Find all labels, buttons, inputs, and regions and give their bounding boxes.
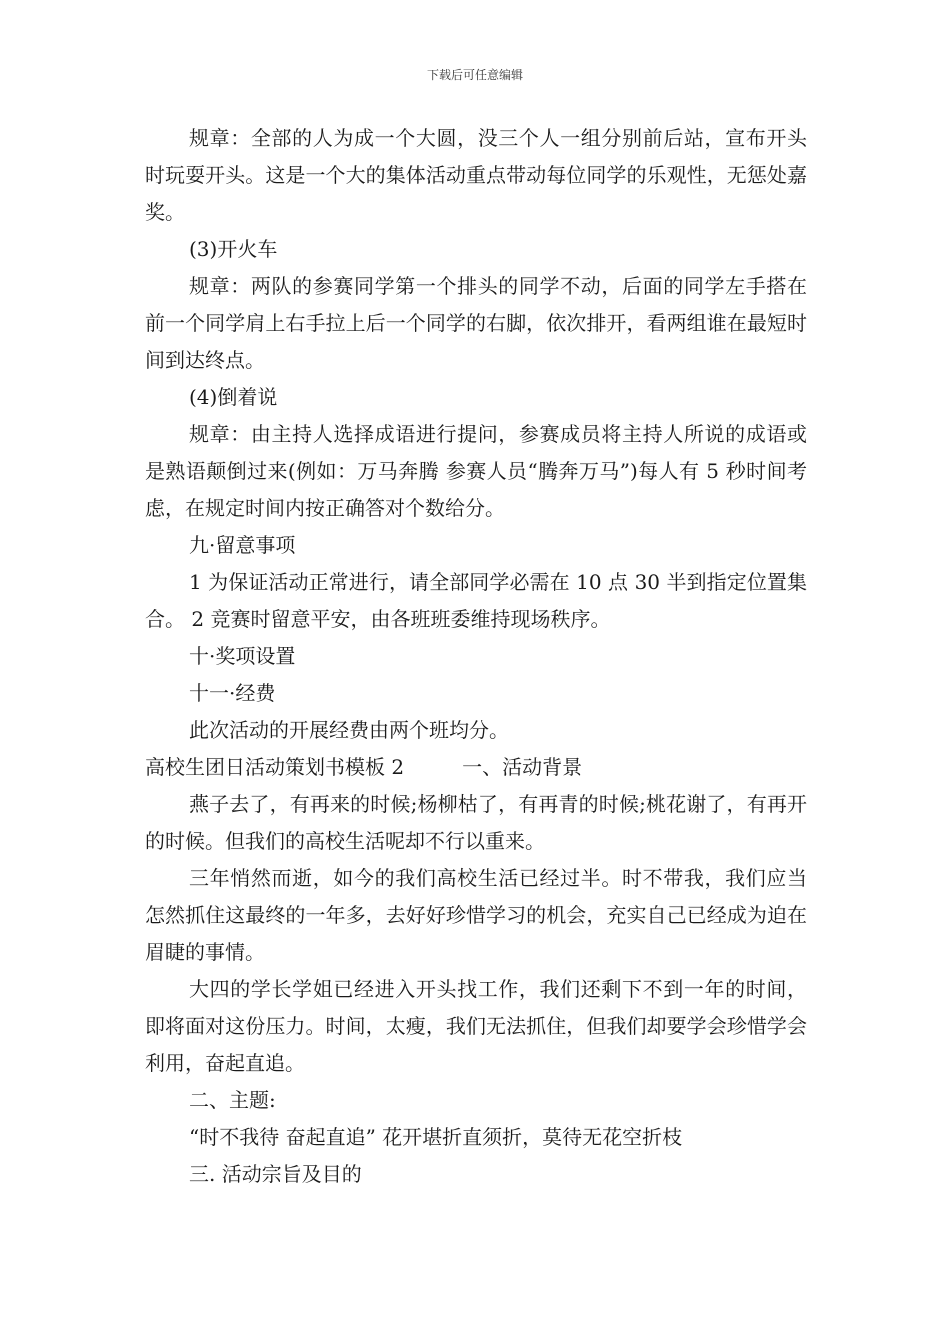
section-subtitle: 一、活动背景 bbox=[462, 755, 583, 779]
paragraph-budget: 此次活动的开展经费由两个班均分。 bbox=[189, 718, 509, 742]
document-body bbox=[145, 120, 807, 1193]
heading-theme: 二、主题: bbox=[189, 1088, 276, 1112]
section-title: 高校生团日活动策划书模板 2 bbox=[145, 755, 405, 779]
paragraph-background-3: 大四的学长学姐已经进入开头找工作，我们还剩下不到一年的时间，即将面对这份压力。时间，太瘦，我们无法抓住，但我们却要学会珍惜学会利用，奋起直追。 bbox=[145, 977, 807, 1075]
heading-awards: 十·奖项设置 bbox=[189, 644, 296, 668]
heading-game-train: (3)开火车 bbox=[189, 237, 278, 261]
heading-budget: 十一·经费 bbox=[189, 681, 276, 705]
paragraph-rule-train: 规章：两队的参赛同学第一个排头的同学不动，后面的同学左手搭在前一个同学肩上右手拉上后一个同学的右脚，依次排开，看两组谁在最短时间到达终点。 bbox=[145, 274, 807, 372]
paragraph-theme: “时不我待 奋起直追” 花开堪折直须折，莫待无花空折枝 bbox=[189, 1125, 683, 1149]
paragraph-background-2: 三年悄然而逝，如今的我们高校生活已经过半。时不带我，我们应当怎然抓住这最终的一年多，去好好珍惜学习的机会，充实自己已经成为迫在眉睫的事情。 bbox=[145, 866, 807, 964]
paragraph-notes: 1 为保证活动正常进行，请全部同学必需在 10 点 30 半到指定位置集合。 2 竞赛时留意平安，由各班班委维持现场秩序。 bbox=[145, 570, 807, 631]
heading-notes: 九·留意事项 bbox=[189, 533, 296, 557]
paragraph-background-1: 燕子去了，有再来的时候;杨柳枯了，有再青的时候;桃花谢了，有再开的时候。但我们的高校生活呢却不行以重来。 bbox=[145, 792, 807, 853]
heading-game-reverse: (4)倒着说 bbox=[189, 385, 278, 409]
paragraph-rule-circle: 规章：全部的人为成一个大圆，没三个人一组分别前后站，宣布开头时玩耍开头。这是一个大的集体活动重点带动每位同学的乐观性，无惩处嘉奖。 bbox=[145, 126, 807, 224]
paragraph-rule-reverse: 规章：由主持人选择成语进行提问，参赛成员将主持人所说的成语或是熟语颠倒过来(例如：万马奔腾 参赛人员“腾奔万马”)每人有 5 秒时间考虑，在规定时间内按正确答对个数给分。 bbox=[145, 422, 807, 520]
page-header: 下载后可任意编辑 bbox=[426, 68, 523, 82]
heading-purpose: 三. 活动宗旨及目的 bbox=[189, 1162, 362, 1186]
section-title-line bbox=[145, 749, 807, 786]
